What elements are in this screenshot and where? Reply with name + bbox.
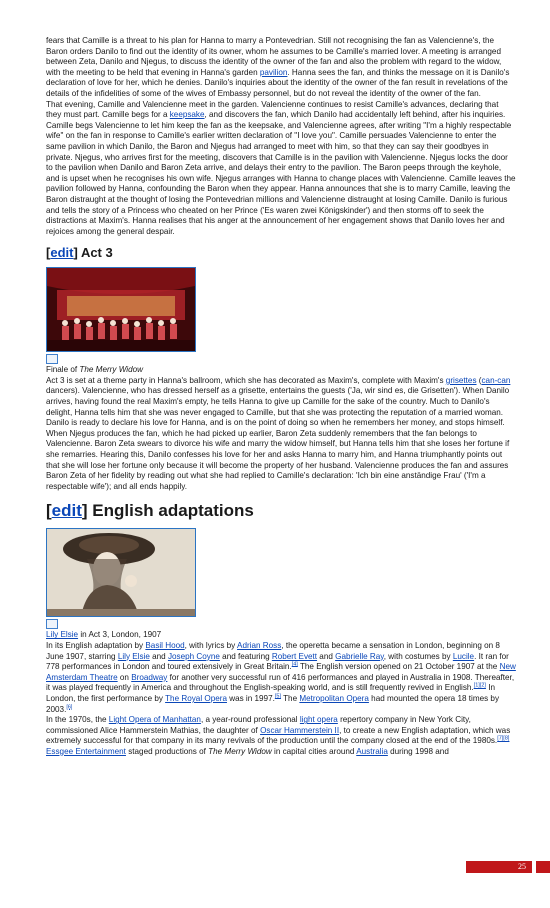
citation [474, 683, 486, 689]
citation-link[interactable]: [1][2] [473, 682, 486, 689]
inline-link[interactable]: Joseph Coyne [167, 651, 220, 661]
citation-link[interactable]: [4] [291, 661, 298, 668]
text-run: fears that Camille is a threat to his plan for Hanna to marry a Pontevedrian. Still not recognising the fan as Valencienne's, the Baron orders Danilo to find out the identity of its owner, whom he assumes to be Camille's married lover. A meeting is arranged between Zeta, Danilo and Njegus, to discuss the identity of the owner of the fan and also the problem with regard to the widow, with the meeting to be held that evening in Hanna's garden [46, 36, 502, 77]
inline-link[interactable]: Lily Elsie [117, 651, 150, 661]
inline-link[interactable]: Gabrielle Ray [335, 651, 384, 661]
text-run: In London, the first performance by [46, 683, 495, 703]
paragraph-act2-end [46, 36, 516, 100]
text-run: and [149, 651, 168, 661]
inline-link[interactable]: Basil Hood [145, 641, 185, 650]
text-run: on [117, 672, 132, 682]
inline-link[interactable]: Metropolitan Opera [299, 693, 369, 703]
text-run: , with costumes by [383, 651, 453, 661]
text-run: ( [476, 375, 482, 385]
inline-link[interactable]: Lucile [452, 651, 475, 661]
text-run: In its English adaptation by [46, 641, 146, 650]
edit-link-act3[interactable]: edit [50, 245, 74, 261]
text-run: In the 1970s, the [46, 715, 109, 725]
inline-link[interactable]: Essgee Entertainment [46, 746, 126, 756]
heading-title-act3: Act 3 [80, 245, 113, 261]
text-run: , with lyrics by [184, 641, 238, 650]
inline-link[interactable]: pavilion [259, 67, 288, 77]
edit-link-english[interactable]: edit [51, 501, 82, 521]
text-run: The [280, 693, 300, 703]
text-run: . It ran for 778 performances in London and toured extensively in Great Britain. [46, 651, 509, 672]
lily-elsie-photo[interactable] [46, 528, 196, 617]
text-run: and featuring [219, 651, 272, 661]
text-run: during 1998 and [387, 746, 449, 756]
text-run: had mounted the opera 18 times by 2003. [46, 693, 500, 714]
text-run: That evening, Camille and Valencienne meet in the garden. Valencienne continues to resist Camille's advances, declaring that they must part. Camille begs for a [46, 99, 499, 120]
citation-link[interactable]: [5] [274, 693, 281, 700]
text-run: , the operetta became a sensation in London, beginning on 8 June 1907, starring [46, 641, 500, 661]
citation [66, 704, 72, 710]
text-run: staged productions of [125, 746, 209, 756]
heading-title-english: English adaptations [92, 501, 254, 521]
text-run: , and discovers the fan, which Danilo had accidentally left behind, after his inquiries. Camille begs Valencienne to let him keep the fan as the keepsake, and Valencienne agrees, after writing "I'm a highly respectable wife" on the fan in response to Camille's earlier written declaration of "I love you". Camille persuades Valencienne to enter the same pavilion in which Danilo, the Baron and Njegus had arranged to meet with him, so that they can say their goodbyes in private. Njegus, who arrives first for the meeting, discovers that Camille is in the pavilion with Valencienne. Njegus locks the door to the pavilion when Danilo and Baron Zeta arrive, and delays their entry to the pavilion. The Baron peeps through the keyhole, and is upset when he recognises his own wife. Njegus arranges with Hanna to change places with Valencienne. Camille leaves the pavilion followed by Hanna, confounding the Baron when they appear. Hanna announces that she is to marry Camille, leaving the Baron distraught at the thought of losing the Pontevedrian millions and Valencienne distraught at losing Camille. Danilo is furious and tells the story of a Princess who cheated on her Prince ('Es waren zwei Königskinder') and then storms off to seek the distractions at Maxim's. Hanna realises that his anger at the announcement of her engagement shows that Danilo loves her and rejoices among the general despair. [46, 110, 516, 236]
inline-link[interactable]: Adrian Ross [237, 641, 282, 650]
section-heading-act3: [edit] Act 3 [46, 245, 113, 261]
paragraph-english-adaptation [46, 641, 516, 715]
text-run: Act 3 is set at a theme party in Hanna's ballroom, which she has decorated as Maxim's, complete with Maxim's [46, 375, 446, 385]
inline-link[interactable]: New Amsterdam Theatre [46, 662, 516, 682]
text-run: in Act 3, London, 1907 [78, 630, 162, 640]
portrait-illustration [47, 529, 195, 616]
inline-link[interactable]: Oscar Hammerstein II [260, 725, 340, 735]
citation-link[interactable]: [7][8] [497, 735, 510, 742]
figure-caption-lily-elsie [46, 630, 516, 641]
paragraph-act2-evening [46, 100, 516, 238]
enlarge-icon[interactable] [46, 619, 58, 629]
paragraph-essgee [46, 747, 516, 758]
citation [497, 736, 509, 742]
inline-link[interactable]: light opera [299, 715, 338, 725]
paragraph-1970s [46, 715, 516, 747]
emphasis-text: The Merry Widow [208, 746, 272, 756]
inline-link[interactable]: grisettes [445, 375, 477, 385]
inline-link[interactable]: Light Opera of Manhattan [108, 715, 201, 725]
inline-link[interactable]: The Royal Opera [165, 693, 227, 703]
inline-link[interactable]: Robert Evett [271, 651, 318, 661]
text-run: for another very successful run of 416 performances and played in Australia in 1908. Thereafter, it was played frequently in America and throughout the English-speaking world, and is still frequently revived in English. [46, 672, 515, 693]
text-run: , a year-round professional [200, 715, 300, 725]
page-number: 25 [518, 862, 526, 871]
inline-link[interactable]: keepsake [169, 110, 205, 120]
text-run: in capital cities around [271, 746, 357, 756]
text-run: repertory company in New York City, commissioned Alice Hammerstein Mathias, the daughter of [46, 715, 471, 735]
text-run: . Hanna sees the fan, and thinks the message on it is Danilo's declaration of love for her, which he denies. Danilo's inquiries about the identity of the owner of the fan result in revelations of the details of the infidelities of some of the wives of Embassy personnel, but do not reveal the identity of the owner of the fan. [46, 67, 510, 98]
page-number-badge [466, 861, 532, 873]
citation-link[interactable]: [6] [66, 703, 73, 710]
text-run: The English version opened on 21 October 1907 at the [297, 662, 500, 672]
text-run: dancers). Valencienne, who has dressed herself as a grisette, entertains the guests ('Ja, wir sind es, die Grisetten'). When Danilo arrives, having found the real Maxim's empty, he tells Hanna to give up Camille for the sake of the country. Much to Danilo's delight, Hanna tells him that she was never engaged to Camille, but that she was protecting the reputation of a married woman. Danilo is ready to declare his love for Hanna, and is on the point of doing so when he remembers her money, and stops himself. When Njegus produces the fan, which he had picked up earlier, Baron Zeta suddenly remembers that the fan belongs to Valencienne. Baron Zeta swears to divorce his wife and marry the widow himself, but Hanna tells him that she loses her fortune if she remarries. Hearing this, Danilo confesses his love for her and asks Hanna to marry him, and Hanna triumphantly points out that she will lose her fortune only because it will become the property of her husband. Valencienne produces the fan and assures Baron Zeta of her fidelity by reading out what she had replied to Camille's declaration: 'Ich bin eine anständige Frau' ('I'm a respectable wife'); and all ends happily. [46, 386, 510, 491]
inline-link[interactable]: Australia [356, 746, 388, 756]
figure-caption-finale: Finale of The Merry Widow [46, 365, 144, 375]
finale-photo[interactable] [46, 267, 196, 352]
inline-link[interactable]: can-can [481, 375, 511, 385]
text-run: , to create a new English adaptation, which was extremely successful for that company in its many revivals of the production until the company closed at the end of the 1980s. [46, 725, 511, 746]
enlarge-icon[interactable] [46, 354, 58, 364]
paragraph-act3 [46, 376, 516, 493]
inline-link[interactable]: Lily Elsie [46, 630, 79, 640]
stage-illustration [47, 268, 195, 351]
section-heading-english-adaptations: [edit] English adaptations [46, 501, 254, 521]
inline-link[interactable]: Broadway [131, 672, 168, 682]
article-page [46, 36, 516, 758]
text-run: was in 1997. [226, 693, 275, 703]
text-run: and [317, 651, 336, 661]
footer-accent-bar [536, 861, 550, 873]
